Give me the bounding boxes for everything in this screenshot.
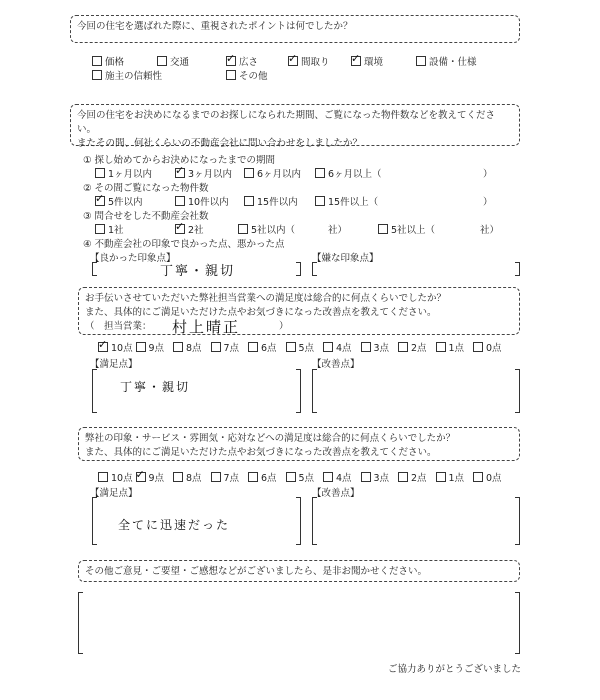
q2-good-bracket-left bbox=[92, 262, 97, 276]
checkbox[interactable] bbox=[173, 472, 183, 482]
q3-bad-label: 【改善点】 bbox=[312, 359, 360, 370]
checkbox[interactable] bbox=[378, 224, 388, 234]
q4-question-line2: また、具体的にご満足いただけた点やお気づきになった改善点を教えてください。 bbox=[85, 447, 437, 458]
q3-score-option[interactable]: 5点 bbox=[286, 340, 315, 354]
checkbox[interactable] bbox=[175, 224, 185, 234]
checkbox[interactable] bbox=[323, 472, 333, 482]
checkbox[interactable] bbox=[416, 56, 426, 66]
q4-score-option[interactable]: 2点 bbox=[398, 470, 427, 484]
q2-question-line1: 今回の住宅をお決めになるまでのお探しになられた期間、ご覧になった物件数などを教えてください。 bbox=[77, 110, 496, 135]
q5-bracket-right bbox=[515, 592, 520, 654]
q5-question: その他ご意見・ご要望・ご感想などがございましたら、是非お聞かせください。 bbox=[85, 566, 428, 577]
q5-question-box bbox=[78, 560, 520, 582]
checkbox[interactable] bbox=[361, 342, 371, 352]
checkbox[interactable] bbox=[211, 472, 221, 482]
checkbox[interactable] bbox=[175, 168, 185, 178]
q2-sub3-label: ③ 問合せをした不動産会社数 bbox=[83, 211, 209, 222]
checkbox[interactable] bbox=[136, 472, 146, 482]
q3-score-option[interactable]: ✓10点 bbox=[98, 340, 133, 354]
q4-question-box bbox=[78, 427, 520, 461]
q4-score-option[interactable]: 1点 bbox=[436, 470, 465, 484]
q3-score-option[interactable]: 3点 bbox=[361, 340, 390, 354]
q2-sub2-option[interactable]: ✓5件以内 bbox=[95, 194, 143, 208]
q2-sub1-label: ① 探し始めてからお決めになったまでの期間 bbox=[83, 155, 276, 166]
q1-option-environment[interactable]: ✓ 環境 bbox=[351, 54, 383, 68]
q2-sub1-option[interactable]: 6ヶ月以上（ bbox=[315, 166, 382, 180]
q1-option-price[interactable]: 価格 bbox=[92, 54, 124, 68]
q4-score-option[interactable]: 5点 bbox=[286, 470, 315, 484]
q3-bad-bracket-left bbox=[312, 369, 317, 413]
q3-score-option[interactable]: 2点 bbox=[398, 340, 427, 354]
q3-score-option[interactable]: 8点 bbox=[173, 340, 202, 354]
checkbox[interactable] bbox=[436, 472, 446, 482]
checkbox[interactable] bbox=[248, 342, 258, 352]
checkbox[interactable] bbox=[248, 472, 258, 482]
checkbox[interactable] bbox=[398, 472, 408, 482]
checkbox[interactable] bbox=[173, 342, 183, 352]
q3-question-line1: お手伝いさせていただいた弊社担当営業への満足度は総合的に何点くらいでしたか？ bbox=[85, 293, 447, 304]
q3-good-answer[interactable]: 丁寧・親切 bbox=[120, 380, 191, 394]
checkbox[interactable] bbox=[95, 168, 105, 178]
q3-score-option[interactable]: 0点 bbox=[473, 340, 502, 354]
q2-sub2-option[interactable]: 15件以上（ bbox=[315, 194, 378, 208]
q1-option-size[interactable]: ✓ 広さ bbox=[226, 54, 258, 68]
checkbox[interactable] bbox=[95, 196, 105, 206]
checkbox[interactable] bbox=[398, 342, 408, 352]
q4-bad-label: 【改善点】 bbox=[312, 488, 360, 499]
checkbox[interactable] bbox=[323, 342, 333, 352]
q2-question-line2: またその間、何社くらいの不動産会社に問い合わせをしましたか？ bbox=[77, 138, 363, 149]
q4-score-option[interactable]: 10点 bbox=[98, 470, 133, 484]
q3-score-option[interactable]: 6点 bbox=[248, 340, 277, 354]
q4-bad-bracket-right bbox=[515, 497, 520, 545]
checkbox[interactable] bbox=[473, 472, 483, 482]
q4-score-option[interactable]: 4点 bbox=[323, 470, 352, 484]
checkbox[interactable] bbox=[361, 472, 371, 482]
q2-sub1-option[interactable]: ✓ 3ヶ月以内 bbox=[175, 166, 232, 180]
q1-option-transport[interactable]: 交通 bbox=[157, 54, 189, 68]
q4-bad-bracket-left bbox=[312, 497, 317, 545]
q2-bad-bracket-right bbox=[515, 262, 520, 276]
q3-bad-bracket-right bbox=[515, 369, 520, 413]
q3-score-option[interactable]: 4点 bbox=[323, 340, 352, 354]
q3-rep-label: （ 担当営業： bbox=[85, 321, 152, 332]
checkbox[interactable] bbox=[436, 342, 446, 352]
q2-sub3-unit1: 社） bbox=[328, 225, 348, 236]
q2-good-label: 【良かった印象点】 bbox=[90, 253, 176, 264]
q2-sub1-option[interactable]: 1ヶ月以内 bbox=[95, 166, 152, 180]
checkbox[interactable] bbox=[92, 70, 102, 80]
q4-score-option[interactable]: 6点 bbox=[248, 470, 277, 484]
q3-score-option[interactable]: 9点 bbox=[136, 340, 165, 354]
q5-bracket-left bbox=[78, 592, 83, 654]
q2-sub2-label: ② その間ご覧になった物件数 bbox=[83, 183, 209, 194]
q1-question: 今回の住宅を選ばれた際に、重視されたポイントは何でしたか？ bbox=[77, 21, 353, 32]
checkbox[interactable] bbox=[286, 342, 296, 352]
checkbox[interactable] bbox=[351, 56, 361, 66]
checkbox[interactable] bbox=[244, 196, 254, 206]
q2-sub4-label: ④ 不動産会社の印象で良かった点、悪かった点 bbox=[83, 239, 285, 250]
checkbox[interactable] bbox=[238, 224, 248, 234]
footer-thanks: ご協力ありがとうございました bbox=[388, 664, 522, 675]
q4-good-bracket-right bbox=[296, 497, 301, 545]
checkbox[interactable] bbox=[95, 224, 105, 234]
q1-option-layout[interactable]: ✓ 間取り bbox=[288, 54, 330, 68]
checkbox[interactable] bbox=[473, 342, 483, 352]
q4-score-option[interactable]: 0点 bbox=[473, 470, 502, 484]
q2-sub2-option[interactable]: 15件以内 bbox=[244, 194, 298, 208]
q2-good-bracket-right bbox=[296, 262, 301, 276]
checkbox[interactable] bbox=[92, 56, 102, 66]
q4-good-bracket-left bbox=[92, 497, 97, 545]
q4-score-option[interactable]: ✓ 9点 bbox=[136, 470, 165, 484]
checkbox[interactable] bbox=[315, 196, 325, 206]
q2-sub3-option[interactable]: 1社 bbox=[95, 222, 124, 236]
q3-good-bracket-left bbox=[92, 369, 97, 413]
q2-sub3-option[interactable]: 5社以内（ bbox=[238, 222, 295, 236]
q2-good-answer[interactable]: 丁寧・親切 bbox=[160, 264, 236, 279]
q1-option-equipment[interactable]: 設備・仕様 bbox=[416, 54, 477, 68]
q3-rep-close: ） bbox=[279, 321, 289, 332]
checkbox[interactable] bbox=[136, 342, 146, 352]
q2-sub1-close: ） bbox=[483, 169, 493, 180]
checkbox[interactable] bbox=[157, 56, 167, 66]
checkbox[interactable] bbox=[244, 168, 254, 178]
q2-bad-label: 【嫌な印象点】 bbox=[312, 253, 379, 264]
checkbox[interactable] bbox=[226, 70, 236, 80]
q3-question-line2: また、具体的にご満足いただけた点やお気づきになった改善点を教えてください。 bbox=[85, 307, 437, 318]
q3-score-option[interactable]: 1点 bbox=[436, 340, 465, 354]
q4-score-option[interactable]: 7点 bbox=[211, 470, 240, 484]
q3-question-box bbox=[78, 287, 520, 335]
q2-bad-bracket-left bbox=[312, 262, 317, 276]
q4-good-label: 【満足点】 bbox=[90, 488, 138, 499]
checkbox[interactable] bbox=[211, 342, 221, 352]
q4-good-answer[interactable]: 全てに迅速だった bbox=[118, 518, 231, 532]
q2-sub1-option[interactable]: 6ヶ月以内 bbox=[244, 166, 301, 180]
q4-score-option[interactable]: 3点 bbox=[361, 470, 390, 484]
checkbox[interactable] bbox=[288, 56, 298, 66]
checkbox[interactable] bbox=[315, 168, 325, 178]
q2-sub2-close: ） bbox=[483, 197, 493, 208]
q1-question-box bbox=[70, 15, 520, 43]
q4-score-option[interactable]: 8点 bbox=[173, 470, 202, 484]
checkbox[interactable] bbox=[98, 472, 108, 482]
q2-sub3-unit2: 社） bbox=[480, 225, 500, 236]
q1-option-other[interactable]: その他 bbox=[226, 68, 268, 82]
q2-sub3-option[interactable]: ✓ 2社 bbox=[175, 222, 204, 236]
q3-good-label: 【満足点】 bbox=[90, 359, 138, 370]
q3-rep-name[interactable]: 村上晴正 bbox=[172, 318, 241, 336]
q2-sub3-option[interactable]: 5社以上（ bbox=[378, 222, 435, 236]
q4-question-line1: 弊社の印象・サービス・雰囲気・応対などへの満足度は総合的に何点くらいでしたか？ bbox=[85, 433, 456, 444]
q2-question-box bbox=[70, 104, 520, 149]
checkbox[interactable] bbox=[286, 472, 296, 482]
checkbox[interactable] bbox=[98, 342, 108, 352]
checkbox[interactable] bbox=[226, 56, 236, 66]
q3-good-bracket-right bbox=[296, 369, 301, 413]
checkbox[interactable] bbox=[175, 196, 185, 206]
q3-score-option[interactable]: 7点 bbox=[211, 340, 240, 354]
q1-option-builder[interactable]: 施主の信頼性 bbox=[92, 68, 162, 82]
q2-sub2-option[interactable]: 10件以内 bbox=[175, 194, 229, 208]
